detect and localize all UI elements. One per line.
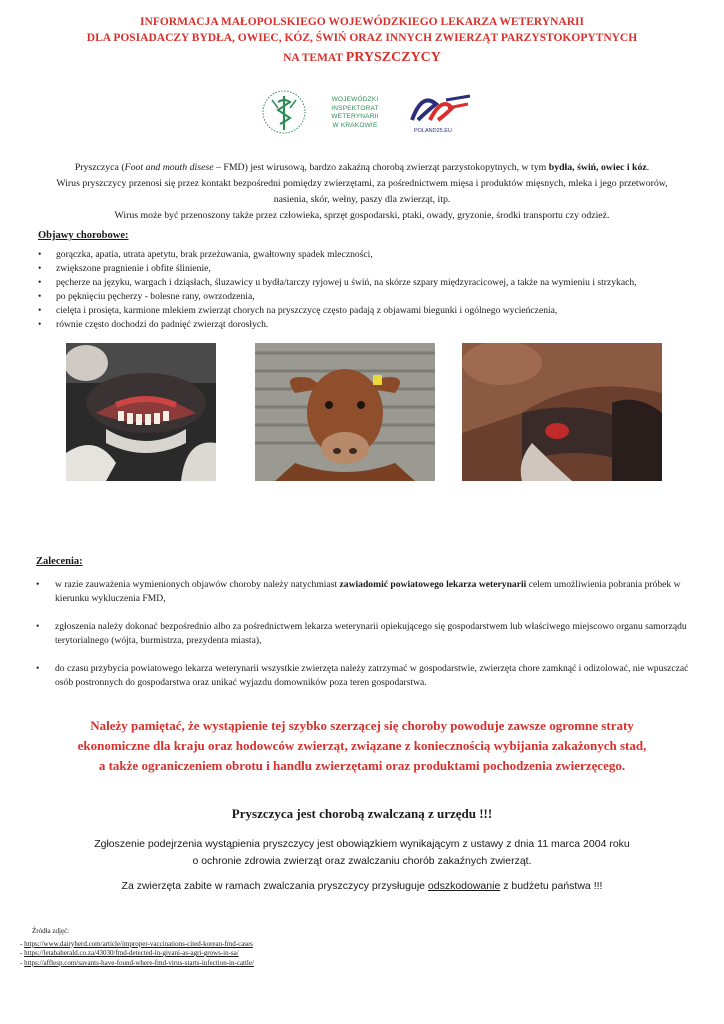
list-item: • równie często dochodzi do padnięć zwierząt dorosłych. bbox=[38, 318, 708, 332]
rec-1-text-a: w razie zauważenia wymienionych objawów choroby należy natychmiast bbox=[55, 579, 340, 590]
list-item: • zgłoszenia należy dokonać bezpośrednio albo za pośrednictwem lekarza weterynarii opiekującego się gospodarstwem lub właściwego miejscowo organu samorządu terytorialnego (wójta, burmistrza, prezydenta miasta), bbox=[36, 620, 702, 648]
recommendations-heading: Zalecenia: bbox=[36, 556, 83, 567]
intro-paragraph-3: Wirus może być przenoszony także przez człowieka, sprzęt gospodarski, ptaki, owady, gryzonie, środki transportu czy odzież. bbox=[114, 210, 610, 221]
intro-p1-text-b: – FMD) jest wirusową, bardzo zakaźną chorobą zwierząt parzystokopytnych, w tym bbox=[213, 162, 549, 173]
wiw-emblem-icon bbox=[260, 88, 308, 136]
list-item: • gorączka, apatia, utrata apetytu, brak przeżuwania, gwałtowny spadek mleczności, bbox=[38, 248, 708, 262]
wiw-name-line-1: WOJEWÓDZKI INSPEKTORAT bbox=[331, 96, 379, 112]
intro-p1-text-a: Pryszczyca ( bbox=[74, 162, 125, 173]
photo-sick-calf bbox=[255, 343, 435, 481]
photo-cattle-mouth bbox=[66, 343, 216, 481]
notice-line-3: a także ograniczeniem obrotu i handlu zwierzętami oraz produktami pochodzenia zwierzęcego. bbox=[98, 758, 626, 773]
intro-paragraph-2: Wirus pryszczycy przenosi się przez kontakt bezpośredni pomiędzy zwierzętami, za pośrednictwem mięsa i produktów mięsnych, mleka i jego przetworów, nasienia, skór, wełny, paszy dla zwierząt, itp. bbox=[56, 178, 668, 205]
intro-section bbox=[40, 160, 684, 224]
source-link[interactable]: https://www.dairyherd.com/article/improper-vaccinations-cited-korean-fmd-cases bbox=[24, 939, 253, 948]
wiw-name bbox=[310, 96, 400, 130]
compensation-text-b: z budżetu państwa !!! bbox=[500, 880, 603, 892]
header-line-3-prefix: NA TEMAT bbox=[283, 52, 346, 64]
header-disease-name: PRYSZCZYCY bbox=[345, 50, 441, 65]
rec-1-text-b: celem umożliwienia pobrania próbek w kierunku wykluczenia FMD, bbox=[55, 579, 681, 604]
notice-line-2: ekonomiczne dla kraju oraz hodowców zwierząt, związane z koniecznością wybijania zakażonych stad, bbox=[77, 738, 647, 753]
intro-paragraph-1 bbox=[40, 160, 684, 176]
poland25-label: POLAND25.EU bbox=[414, 128, 452, 134]
intro-p1-bold: bydła, świń, owiec i kóz bbox=[548, 162, 647, 173]
wiw-name-line-2: WETERYNARII bbox=[331, 113, 379, 120]
official-disease-heading: Pryszczyca jest chorobą zwalczaną z urzędu !!! bbox=[231, 806, 493, 821]
sources-label: Źródła zdjęć: bbox=[32, 927, 70, 935]
intro-p1-text-c: . bbox=[646, 162, 650, 173]
list-item: • po pęknięciu pęcherzy - bolesne rany, owrzodzenia, bbox=[38, 290, 708, 304]
symptoms-heading: Objawy chorobowe: bbox=[38, 230, 129, 241]
compensation-note bbox=[0, 880, 724, 892]
recommendations-list bbox=[36, 578, 702, 704]
compensation-text-a: Za zwierzęta zabite w ramach zwalczania pryszczycy przysługuje bbox=[121, 880, 428, 892]
intro-p1-italic: Foot and mouth disese bbox=[124, 162, 214, 173]
poland25-logo-icon bbox=[408, 90, 474, 128]
document-header bbox=[0, 14, 724, 66]
list-item: • do czasu przybycia powiatowego lekarza weterynarii wszystkie zwierzęta należy zatrzymać w gospodarstwie, zwierzęta chore zamknąć i odizolować, nie wpuszczać osób postronnych do gospodarstwa oraz unikać wyjazdu domowników poza teren gospodarstwa. bbox=[36, 662, 702, 690]
notice-line-1: Należy pamiętać, że wystąpienie tej szybko szerzącej się choroby powoduje zawsze ogromne straty bbox=[90, 718, 634, 733]
logos bbox=[258, 86, 488, 140]
source-link[interactable]: https://letabaherald.co.za/43030/fmd-detected-in-givani-as-agri-grows-in-sa/ bbox=[24, 949, 239, 957]
economic-loss-notice bbox=[40, 716, 684, 776]
list-item: • zwiększone pragnienie i obfite ślinienie, bbox=[38, 262, 708, 276]
rec-1-bold: zawiadomić powiatowego lekarza weterynarii bbox=[339, 579, 527, 590]
header-line-3 bbox=[0, 50, 724, 66]
legal-line-2: o ochronie zdrowia zwierząt oraz zwalczaniu chorób zakaźnych zwierząt. bbox=[192, 855, 532, 867]
list-item: • pęcherze na języku, wargach i dziąsłach, śluzawicy u bydła/tarczy ryjowej u świń, na skórze szpary międzyracicowej, a także na wymieniu i strzykach, bbox=[38, 276, 708, 290]
photo-sources: Źródła zdjęć: - https://www.dairyherd.com/article/improper-vaccinations-cited-korean-fmd-cases - https://letabaherald.co.za/43030/fmd-detected-in-givani-as-agri-grows-in-sa/ - https://afflesp.com/savants-have-found-where-fmd-virus-starts-infection-in-cattle/ bbox=[20, 927, 520, 968]
symptoms-list bbox=[38, 248, 708, 332]
photo-hoof-lesion bbox=[462, 343, 662, 481]
list-item: • cielęta i prosięta, karmione mlekiem zwierząt chorych na pryszczycę często padają z objawami biegunki i ogólnego wycieńczenia, bbox=[38, 304, 708, 318]
header-line-2: DLA POSIADACZY BYDŁA, OWIEC, KÓZ, ŚWIŃ ORAZ INNYCH ZWIERZĄT PARZYSTOKOPYTNYCH bbox=[86, 32, 638, 44]
list-item bbox=[36, 578, 702, 606]
legal-line-1: Zgłoszenie podejrzenia wystąpienia pryszczycy jest obowiązkiem wynikającym z ustawy z dnia 11 marca 2004 roku bbox=[94, 838, 630, 850]
header-line-1: INFORMACJA MAŁOPOLSKIEGO WOJEWÓDZKIEGO LEKARZA WETERYNARII bbox=[140, 16, 584, 28]
wiw-name-line-3: W KRAKOWIE bbox=[332, 121, 378, 129]
compensation-keyword: odszkodowanie bbox=[427, 880, 501, 892]
legal-obligation bbox=[60, 836, 664, 870]
source-link[interactable]: https://afflesp.com/savants-have-found-where-fmd-virus-starts-infection-in-cattle/ bbox=[24, 958, 254, 967]
